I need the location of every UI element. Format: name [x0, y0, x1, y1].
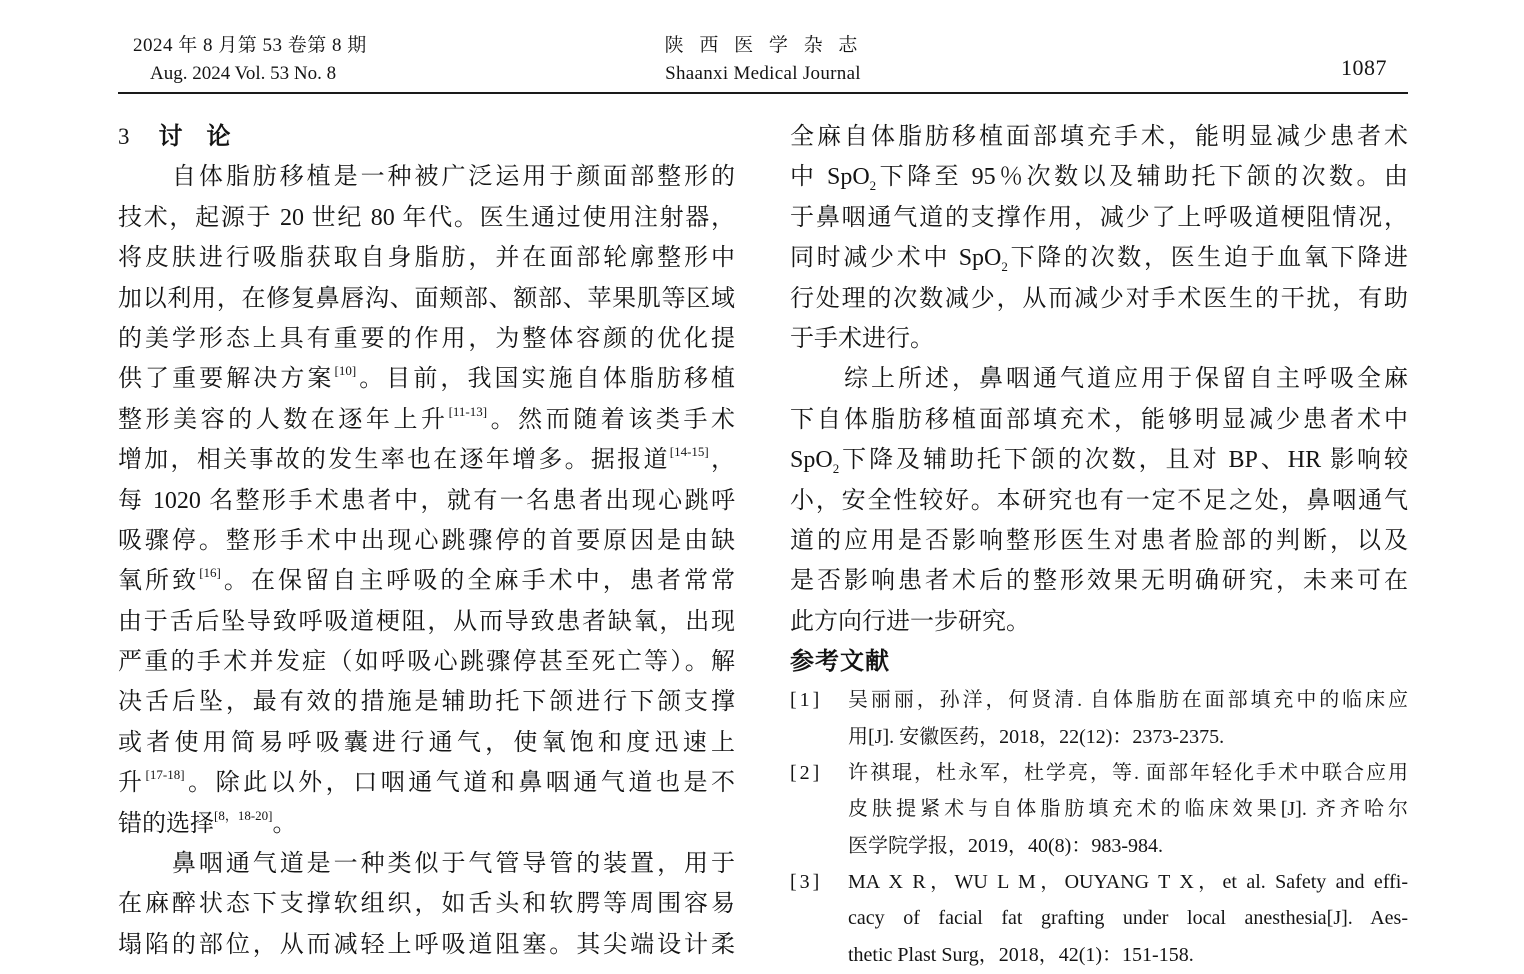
text-run: 增加，相关事故的发生率也在逐年增多。据报道 — [118, 447, 670, 474]
text-run: 塌陷的部位，从而减轻上呼吸道阻塞。其尖端设计柔 — [118, 931, 735, 958]
text-run: 。目前，我国实施自体脂肪移植 — [356, 366, 736, 393]
section-title: 讨 论 — [158, 124, 231, 150]
citation-superscript: [16] — [199, 565, 221, 581]
reference-indent — [790, 719, 848, 755]
references-list — [790, 682, 1408, 972]
reference-line — [790, 682, 1408, 718]
text-run: 是否影响患者术后的整形效果无明确研究，未来可在 — [790, 568, 1408, 595]
reference-text: 吴丽丽，孙洋，何贤清. 自体脂肪在面部填充中的临床应 — [848, 689, 1408, 712]
reference-text: 皮肤提紧术与自体脂肪填充术的临床效果[J]. 齐齐哈尔 — [848, 798, 1408, 821]
reference-label: [2] — [790, 762, 823, 785]
text-run: 整形美容的人数在逐年上升 — [118, 406, 449, 433]
body-line — [790, 117, 1408, 157]
journal-title-cn: 陕 西 医 学 杂 志 — [664, 35, 862, 56]
body-line — [118, 884, 735, 924]
text-run: 全麻自体脂肪移植面部填充手术，能明显减少患者术 — [790, 124, 1408, 150]
body-line — [790, 561, 1408, 601]
reference-line — [790, 828, 1408, 864]
text-run: 。除此以外，口咽通气道和鼻咽通气道也是不 — [184, 770, 736, 797]
body-line — [118, 763, 735, 803]
citation-superscript: [8，18-20] — [214, 807, 273, 823]
body-line — [118, 238, 735, 278]
text-run: 于手术进行。 — [790, 325, 934, 352]
reference-line — [790, 791, 1408, 827]
reference-indent — [790, 937, 848, 973]
body-line — [790, 359, 1408, 399]
text-run: 鼻咽通气道是一种类似于气管导管的装置，用于 — [118, 851, 735, 878]
text-run: 同时减少术中 SpO — [790, 245, 1002, 272]
body-line — [118, 319, 735, 359]
header-rule — [118, 92, 1408, 94]
text-run: 下自体脂肪移植面部填充术，能够明显减少患者术中 — [790, 406, 1408, 433]
reference-line — [790, 719, 1408, 755]
text-run: 自体脂肪移植是一种被广泛运用于颜面部整形的 — [118, 164, 735, 191]
text-run: 下降至 95％次数以及辅助托下颌的次数。由 — [876, 164, 1409, 191]
body-line — [118, 198, 735, 238]
right-column-body — [790, 117, 1408, 642]
subscript: 2 — [869, 178, 877, 194]
body-line — [118, 521, 735, 561]
reference-text: 用[J]. 安徽医药，2018，22(12)：2373-2375. — [848, 725, 1225, 748]
reference-indent — [790, 791, 848, 827]
page-number: 1087 — [1341, 55, 1387, 80]
reference-item — [790, 864, 1408, 973]
reference-item — [790, 682, 1408, 755]
body-line — [790, 198, 1408, 238]
text-run: 加以利用，在修复鼻唇沟、面颊部、额部、苹果肌等区域 — [118, 285, 735, 312]
body-line — [118, 682, 735, 722]
reference-text: 许祺琨，杜永军，杜学亮，等. 面部年轻化手术中联合应用 — [848, 762, 1408, 785]
issue-date-en: Aug. 2024 Vol. 53 No. 8 — [150, 63, 337, 84]
reference-indent — [790, 828, 848, 864]
text-run: 决舌后坠，最有效的措施是辅助托下颌进行下颌支撑 — [118, 689, 735, 716]
text-run: 综上所述，鼻咽通气道应用于保留自主呼吸全麻 — [790, 366, 1408, 393]
body-line — [790, 279, 1408, 319]
left-column-body — [118, 157, 735, 965]
body-line — [790, 602, 1408, 642]
text-run: 将皮肤进行吸脂获取自身脂肪，并在面部轮廓整形中 — [118, 245, 735, 272]
text-run: 吸骤停。整形手术中出现心跳骤停的首要原因是由缺 — [118, 527, 735, 554]
text-run: 行处理的次数减少，从而减少对手术医生的干扰，有助 — [790, 285, 1408, 312]
reference-label: [3] — [790, 870, 823, 893]
references-heading: 参考文献 — [790, 649, 890, 676]
body-line — [118, 844, 735, 884]
reference-line — [790, 755, 1408, 791]
reference-indent — [790, 900, 848, 936]
subscript: 2 — [832, 460, 840, 476]
right-column — [790, 117, 1408, 973]
reference-text: 医学院学报，2019，40(8)：983-984. — [848, 834, 1163, 857]
text-run: 小，安全性较好。本研究也有一定不足之处，鼻咽通气 — [790, 487, 1408, 514]
reference-text: thetic Plast Surg，2018，42(1)：151-158. — [848, 943, 1194, 966]
body-line — [118, 642, 735, 682]
reference-label: [1] — [790, 689, 823, 712]
section-heading — [118, 117, 735, 157]
text-run: 升 — [118, 770, 146, 797]
left-column — [118, 117, 735, 965]
text-run: SpO — [790, 447, 833, 474]
citation-superscript: [17-18] — [145, 767, 185, 783]
text-run: ， — [708, 447, 736, 474]
journal-title-en: Shaanxi Medical Journal — [665, 63, 861, 84]
citation-superscript: [14-15] — [669, 444, 709, 460]
body-line — [790, 157, 1408, 197]
text-run: 每 1020 名整形手术患者中，就有一名患者出现心跳呼 — [118, 487, 735, 514]
reference-text: cacy of facial fat grafting under local anesthesia[J]. Aes- — [848, 907, 1408, 930]
text-run: 氧所致 — [118, 568, 200, 595]
body-line — [118, 359, 735, 399]
issue-date-cn: 2024 年 8 月第 53 卷第 8 期 — [133, 35, 367, 56]
body-line — [790, 238, 1408, 278]
text-run: 在麻醉状态下支撑软组织，如舌头和软腭等周围容易 — [118, 891, 735, 918]
section-number: 3 — [118, 124, 130, 149]
body-line — [118, 925, 735, 965]
citation-superscript: [11-13] — [448, 403, 488, 419]
body-line — [790, 440, 1408, 480]
subscript: 2 — [1001, 258, 1008, 274]
text-run: 或者使用简易呼吸囊进行通气，使氧饱和度迅速上 — [118, 729, 735, 756]
body-line — [118, 400, 735, 440]
text-run: 道的应用是否影响整形医生对患者脸部的判断，以及 — [790, 527, 1408, 554]
body-line — [790, 521, 1408, 561]
body-line — [118, 804, 735, 844]
text-run: 于鼻咽通气道的支撑作用，减少了上呼吸道梗阻情况， — [790, 204, 1408, 231]
text-run: 。然而随着该类手术 — [487, 406, 735, 433]
text-run: 严重的手术并发症（如呼吸心跳骤停甚至死亡等）。解 — [118, 649, 735, 676]
text-run: 由于舌后坠导致呼吸道梗阻，从而导致患者缺氧，出现 — [118, 608, 735, 635]
reference-line — [790, 937, 1408, 973]
body-line — [790, 319, 1408, 359]
body-line — [118, 602, 735, 642]
citation-superscript: [10] — [334, 363, 357, 379]
text-run: 中 SpO — [790, 164, 870, 191]
body-line — [118, 157, 735, 197]
text-run: 的美学形态上具有重要的作用，为整体容颜的优化提 — [118, 325, 735, 352]
text-run: 供了重要解决方案 — [118, 366, 335, 393]
body-line — [790, 400, 1408, 440]
text-run: 。在保留自主呼吸的全麻手术中，患者常常 — [220, 568, 736, 595]
text-run: 错的选择 — [118, 810, 214, 837]
text-run: 此方向行进一步研究。 — [790, 608, 1030, 635]
body-line — [118, 561, 735, 601]
reference-line — [790, 900, 1408, 936]
body-line — [790, 481, 1408, 521]
reference-line — [790, 864, 1408, 900]
text-run: 技术，起源于 20 世纪 80 年代。医生通过使用注射器， — [118, 204, 735, 231]
reference-item — [790, 755, 1408, 864]
body-line — [118, 723, 735, 763]
body-line — [118, 481, 735, 521]
text-run: 。 — [272, 810, 297, 837]
text-run: 下降及辅助托下颌的次数，且对 BP、HR 影响较 — [839, 447, 1408, 474]
body-line — [118, 279, 735, 319]
body-line — [118, 440, 735, 480]
text-run: 下降的次数，医生迫于血氧下降进 — [1007, 245, 1409, 272]
reference-text: MA X R，WU L M，OUYANG T X，et al. Safety and effi- — [848, 870, 1408, 893]
